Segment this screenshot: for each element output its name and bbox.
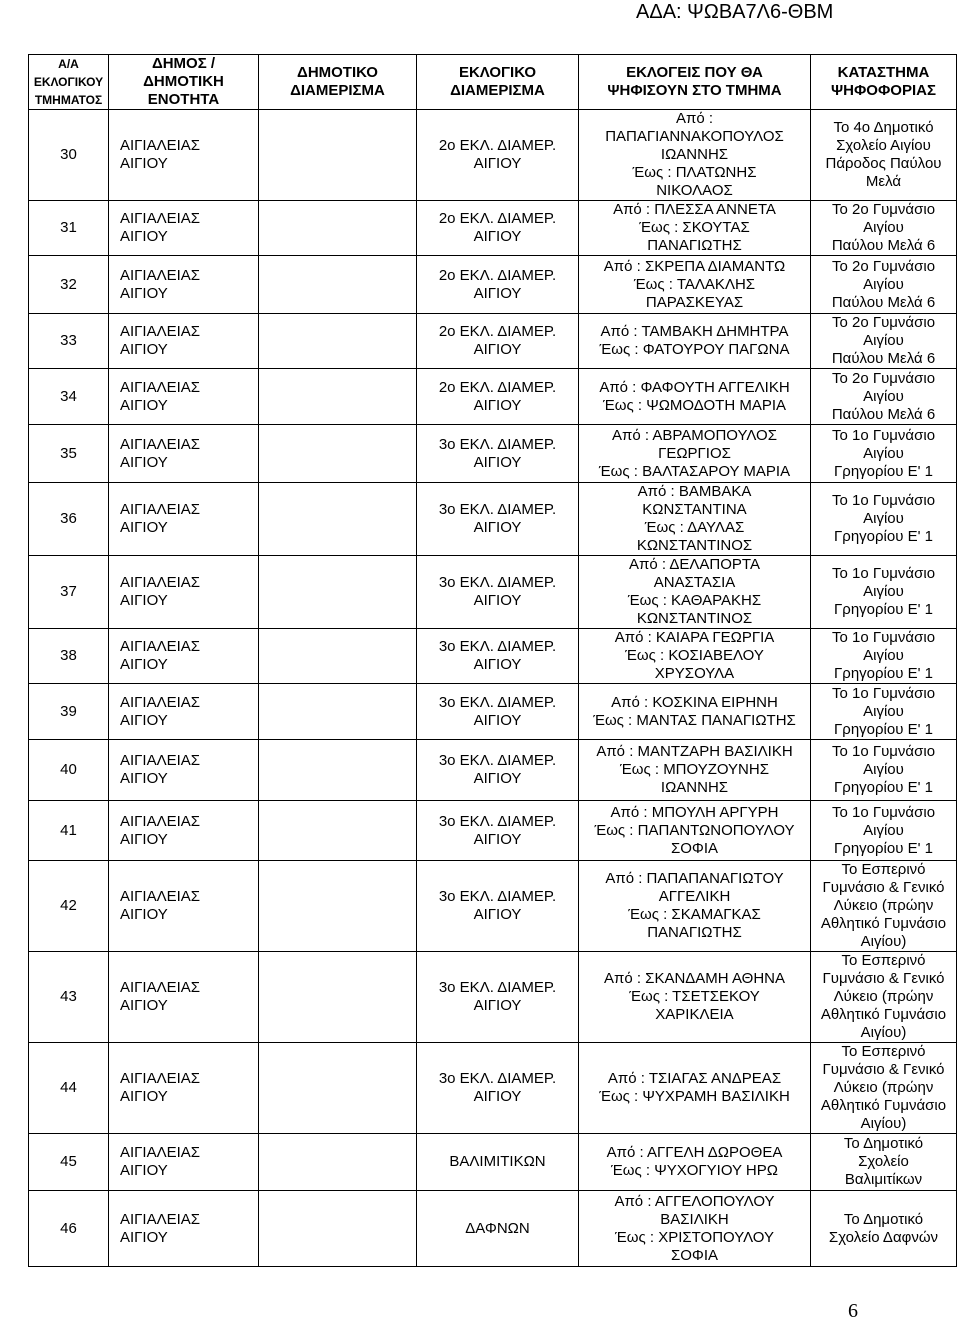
electoral-district-cell: 3ο ΕΚΛ. ΔΙΑΜΕΡ. ΑΙΓΙΟΥ [417,425,579,483]
section-number: 38 [29,629,109,684]
municipal-district-cell [259,1043,417,1134]
voters-range-cell: Από : ΑΓΓΕΛΟΠΟΥΛΟΥ ΒΑΣΙΛΙΚΗ Έως : ΧΡΙΣΤΟΠΟΥΛΟΥ ΣΟΦΙΑ [579,1191,811,1267]
municipality-cell: ΑΙΓΙΑΛΕΙΑΣ ΑΙΓΙΟΥ [109,556,259,629]
electoral-district-cell: ΒΑΛΙΜΙΤΙΚΩΝ [417,1134,579,1191]
electoral-district-cell: 2ο ΕΚΛ. ΔΙΑΜΕΡ. ΑΙΓΙΟΥ [417,201,579,256]
municipality-cell: ΑΙΓΙΑΛΕΙΑΣ ΑΙΓΙΟΥ [109,1134,259,1191]
section-number: 37 [29,556,109,629]
electoral-district-cell: 3ο ΕΚΛ. ΔΙΑΜΕΡ. ΑΙΓΙΟΥ [417,861,579,952]
municipal-district-cell [259,1134,417,1191]
municipality-cell: ΑΙΓΙΑΛΕΙΑΣ ΑΙΓΙΟΥ [109,684,259,740]
municipality-cell: ΑΙΓΙΑΛΕΙΑΣ ΑΙΓΙΟΥ [109,629,259,684]
polling-station-cell: Το 1ο Γυμνάσιο Αιγίου Γρηγορίου Ε' 1 [811,740,957,801]
municipal-district-cell [259,314,417,369]
municipal-district-cell [259,483,417,556]
electoral-district-cell: 3ο ΕΚΛ. ΔΙΑΜΕΡ. ΑΙΓΙΟΥ [417,801,579,861]
voters-range-cell: Από : ΤΣΙΑΓΑΣ ΑΝΔΡΕΑΣ Έως : ΨΥΧΡΑΜΗ ΒΑΣΙΛΙΚΗ [579,1043,811,1134]
voters-range-cell: Από : ΤΑΜΒΑΚΗ ΔΗΜΗΤΡΑ Έως : ΦΑΤΟΥΡΟΥ ΠΑΓΩΝΑ [579,314,811,369]
voters-range-cell: Από : ΜΠΟΥΛΗ ΑΡΓΥΡΗ Έως : ΠΑΠΑΝΤΩΝΟΠΟΥΛΟΥ ΣΟΦΙΑ [579,801,811,861]
voters-range-cell: Από : ΚΟΣΚΙΝΑ ΕΙΡΗΝΗ Έως : ΜΑΝΤΑΣ ΠΑΝΑΓΙΩΤΗΣ [579,684,811,740]
municipal-district-cell [259,201,417,256]
polling-station-cell: Το 1ο Γυμνάσιο Αιγίου Γρηγορίου Ε' 1 [811,684,957,740]
polling-station-cell: Το 2ο Γυμνάσιο Αιγίου Παύλου Μελά 6 [811,314,957,369]
polling-station-cell: Το 1ο Γυμνάσιο Αιγίου Γρηγορίου Ε' 1 [811,556,957,629]
municipal-district-cell [259,801,417,861]
municipality-cell: ΑΙΓΙΑΛΕΙΑΣ ΑΙΓΙΟΥ [109,1043,259,1134]
table-row [29,425,957,483]
polling-station-cell: Το Δημοτικό Σχολείο Δαφνών [811,1191,957,1267]
municipality-cell: ΑΙΓΙΑΛΕΙΑΣ ΑΙΓΙΟΥ [109,201,259,256]
municipality-cell: ΑΙΓΙΑΛΕΙΑΣ ΑΙΓΙΟΥ [109,369,259,425]
voters-range-cell: Από : ΑΒΡΑΜΟΠΟΥΛΟΣ ΓΕΩΡΓΙΟΣ Έως : ΒΑΛΤΑΣΑΡΟΥ ΜΑΡΙΑ [579,425,811,483]
table-row [29,556,957,629]
table-row [29,861,957,952]
section-number: 31 [29,201,109,256]
municipal-district-cell [259,1191,417,1267]
voters-range-cell: Από : ΑΓΓΕΛΗ ΔΩΡΟΘΕΑ Έως : ΨΥΧΟΓΥΙΟΥ ΗΡΩ [579,1134,811,1191]
polling-station-cell: Το 1ο Γυμνάσιο Αιγίου Γρηγορίου Ε' 1 [811,629,957,684]
polling-station-cell: Το Εσπερινό Γυμνάσιο & Γενικό Λύκειο (πρώην Αθλητικό Γυμνάσιο Αιγίου) [811,1043,957,1134]
electoral-district-cell: 3ο ΕΚΛ. ΔΙΑΜΕΡ. ΑΙΓΙΟΥ [417,952,579,1043]
municipality-cell: ΑΙΓΙΑΛΕΙΑΣ ΑΙΓΙΟΥ [109,1191,259,1267]
polling-station-cell: Το 2ο Γυμνάσιο Αιγίου Παύλου Μελά 6 [811,201,957,256]
table-row [29,740,957,801]
voters-range-cell: Από : ΠΛΕΣΣΑ ΑΝΝΕΤΑ Έως : ΣΚΟΥΤΑΣ ΠΑΝΑΓΙΩΤΗΣ [579,201,811,256]
table-row [29,1134,957,1191]
municipality-cell: ΑΙΓΙΑΛΕΙΑΣ ΑΙΓΙΟΥ [109,483,259,556]
voters-range-cell: Από : ΚΑΙΑΡΑ ΓΕΩΡΓΙΑ Έως : ΚΟΣΙΑΒΕΛΟΥ ΧΡΥΣΟΥΛΑ [579,629,811,684]
polling-station-cell: Το 1ο Γυμνάσιο Αιγίου Γρηγορίου Ε' 1 [811,425,957,483]
ada-code: ΑΔΑ: ΨΩΒΑ7Λ6-ΘΒΜ [636,1,834,23]
municipal-district-cell [259,684,417,740]
municipality-cell: ΑΙΓΙΑΛΕΙΑΣ ΑΙΓΙΟΥ [109,801,259,861]
municipal-district-cell [259,629,417,684]
polling-station-cell: Το Εσπερινό Γυμνάσιο & Γενικό Λύκειο (πρώην Αθλητικό Γυμνάσιο Αιγίου) [811,952,957,1043]
electoral-district-cell: 2ο ΕΚΛ. ΔΙΑΜΕΡ. ΑΙΓΙΟΥ [417,110,579,201]
municipality-cell: ΑΙΓΙΑΛΕΙΑΣ ΑΙΓΙΟΥ [109,425,259,483]
voters-range-cell: Από : ΠΑΠΑΠΑΝΑΓΙΩΤΟΥ ΑΓΓΕΛΙΚΗ Έως : ΣΚΑΜΑΓΚΑΣ ΠΑΝΑΓΙΩΤΗΣ [579,861,811,952]
table-row [29,629,957,684]
section-number: 40 [29,740,109,801]
voters-range-cell: Από : ΔΕΛΑΠΟΡΤΑ ΑΝΑΣΤΑΣΙΑ Έως : ΚΑΘΑΡΑΚΗΣ ΚΩΝΣΤΑΝΤΙΝΟΣ [579,556,811,629]
table-row [29,801,957,861]
polling-station-cell: Το 4ο Δημοτικό Σχολείο Αιγίου Πάροδος Παύλου Μελά [811,110,957,201]
section-number: 32 [29,256,109,314]
page-number: 6 [848,1300,858,1322]
municipality-cell: ΑΙΓΙΑΛΕΙΑΣ ΑΙΓΙΟΥ [109,861,259,952]
municipality-cell: ΑΙΓΙΑΛΕΙΑΣ ΑΙΓΙΟΥ [109,256,259,314]
polling-station-cell: Το Δημοτικό Σχολείο Βαλιμιτίκων [811,1134,957,1191]
municipality-cell: ΑΙΓΙΑΛΕΙΑΣ ΑΙΓΙΟΥ [109,952,259,1043]
header-electoral-district: ΕΚΛΟΓΙΚΟ ΔΙΑΜΕΡΙΣΜΑ [417,55,579,110]
municipal-district-cell [259,369,417,425]
electoral-district-cell: 3ο ΕΚΛ. ΔΙΑΜΕΡ. ΑΙΓΙΟΥ [417,1043,579,1134]
header-polling-station: ΚΑΤΑΣΤΗΜΑ ΨΗΦΟΦΟΡΙΑΣ [811,55,957,110]
table-row [29,201,957,256]
header-municipality: ΔΗΜΟΣ / ΔΗΜΟΤΙΚΗ ΕΝΟΤΗΤΑ [109,55,259,110]
section-number: 39 [29,684,109,740]
electoral-district-cell: ΔΑΦΝΩΝ [417,1191,579,1267]
header-voters: ΕΚΛΟΓΕΙΣ ΠΟΥ ΘΑ ΨΗΦΙΣΟΥΝ ΣΤΟ ΤΜΗΜΑ [579,55,811,110]
header-municipal-district: ΔΗΜΟΤΙΚΟ ΔΙΑΜΕΡΙΣΜΑ [259,55,417,110]
municipal-district-cell [259,740,417,801]
electoral-district-cell: 3ο ΕΚΛ. ΔΙΑΜΕΡ. ΑΙΓΙΟΥ [417,629,579,684]
municipal-district-cell [259,425,417,483]
polling-station-cell: Το 2ο Γυμνάσιο Αιγίου Παύλου Μελά 6 [811,256,957,314]
section-number: 35 [29,425,109,483]
voters-range-cell: Από : ΦΑΦΟΥΤΗ ΑΓΓΕΛΙΚΗ Έως : ΨΩΜΟΔΟΤΗ ΜΑΡΙΑ [579,369,811,425]
section-number: 36 [29,483,109,556]
polling-station-cell: Το 2ο Γυμνάσιο Αιγίου Παύλου Μελά 6 [811,369,957,425]
section-number: 42 [29,861,109,952]
electoral-district-cell: 2ο ΕΚΛ. ΔΙΑΜΕΡ. ΑΙΓΙΟΥ [417,314,579,369]
table-row [29,952,957,1043]
municipality-cell: ΑΙΓΙΑΛΕΙΑΣ ΑΙΓΙΟΥ [109,314,259,369]
table-row [29,1191,957,1267]
polling-sections-table [28,54,957,1267]
section-number: 43 [29,952,109,1043]
table-row [29,684,957,740]
polling-station-cell: Το 1ο Γυμνάσιο Αιγίου Γρηγορίου Ε' 1 [811,801,957,861]
voters-range-cell: Από : ΣΚΑΝΔΑΜΗ ΑΘΗΝΑ Έως : ΤΣΕΤΣΕΚΟΥ ΧΑΡΙΚΛΕΙΑ [579,952,811,1043]
section-number: 33 [29,314,109,369]
municipal-district-cell [259,952,417,1043]
table-row [29,369,957,425]
municipal-district-cell [259,256,417,314]
voters-range-cell: Από : ΣΚΡΕΠΑ ΔΙΑΜΑΝΤΩ Έως : ΤΑΛΑΚΛΗΣ ΠΑΡΑΣΚΕΥΑΣ [579,256,811,314]
municipality-cell: ΑΙΓΙΑΛΕΙΑΣ ΑΙΓΙΟΥ [109,740,259,801]
table-row [29,110,957,201]
polling-station-cell: Το 1ο Γυμνάσιο Αιγίου Γρηγορίου Ε' 1 [811,483,957,556]
municipal-district-cell [259,556,417,629]
electoral-district-cell: 3ο ΕΚΛ. ΔΙΑΜΕΡ. ΑΙΓΙΟΥ [417,483,579,556]
header-section-number: Α/Α ΕΚΛΟΓΙΚΟΥ ΤΜΗΜΑΤΟΣ [29,55,109,110]
voters-range-cell: Από : ΒΑΜΒΑΚΑ ΚΩΝΣΤΑΝΤΙΝΑ Έως : ΔΑΥΛΑΣ ΚΩΝΣΤΑΝΤΙΝΟΣ [579,483,811,556]
municipal-district-cell [259,110,417,201]
voters-range-cell: Από : ΠΑΠΑΓΙΑΝΝΑΚΟΠΟΥΛΟΣ ΙΩΑΝΝΗΣ Έως : ΠΛΑΤΩΝΗΣ ΝΙΚΟΛΑΟΣ [579,110,811,201]
municipality-cell: ΑΙΓΙΑΛΕΙΑΣ ΑΙΓΙΟΥ [109,110,259,201]
voters-range-cell: Από : ΜΑΝΤΖΑΡΗ ΒΑΣΙΛΙΚΗ Έως : ΜΠΟΥΖΟΥΝΗΣ ΙΩΑΝΝΗΣ [579,740,811,801]
electoral-district-cell: 3ο ΕΚΛ. ΔΙΑΜΕΡ. ΑΙΓΙΟΥ [417,556,579,629]
section-number: 44 [29,1043,109,1134]
electoral-district-cell: 3ο ΕΚΛ. ΔΙΑΜΕΡ. ΑΙΓΙΟΥ [417,740,579,801]
electoral-district-cell: 3ο ΕΚΛ. ΔΙΑΜΕΡ. ΑΙΓΙΟΥ [417,684,579,740]
electoral-district-cell: 2ο ΕΚΛ. ΔΙΑΜΕΡ. ΑΙΓΙΟΥ [417,256,579,314]
electoral-district-cell: 2ο ΕΚΛ. ΔΙΑΜΕΡ. ΑΙΓΙΟΥ [417,369,579,425]
table-row [29,256,957,314]
polling-station-cell: Το Εσπερινό Γυμνάσιο & Γενικό Λύκειο (πρώην Αθλητικό Γυμνάσιο Αιγίου) [811,861,957,952]
section-number: 34 [29,369,109,425]
section-number: 45 [29,1134,109,1191]
table-header-row [29,55,957,110]
municipal-district-cell [259,861,417,952]
section-number: 46 [29,1191,109,1267]
section-number: 30 [29,110,109,201]
table-row [29,1043,957,1134]
section-number: 41 [29,801,109,861]
table-row [29,314,957,369]
table-row [29,483,957,556]
